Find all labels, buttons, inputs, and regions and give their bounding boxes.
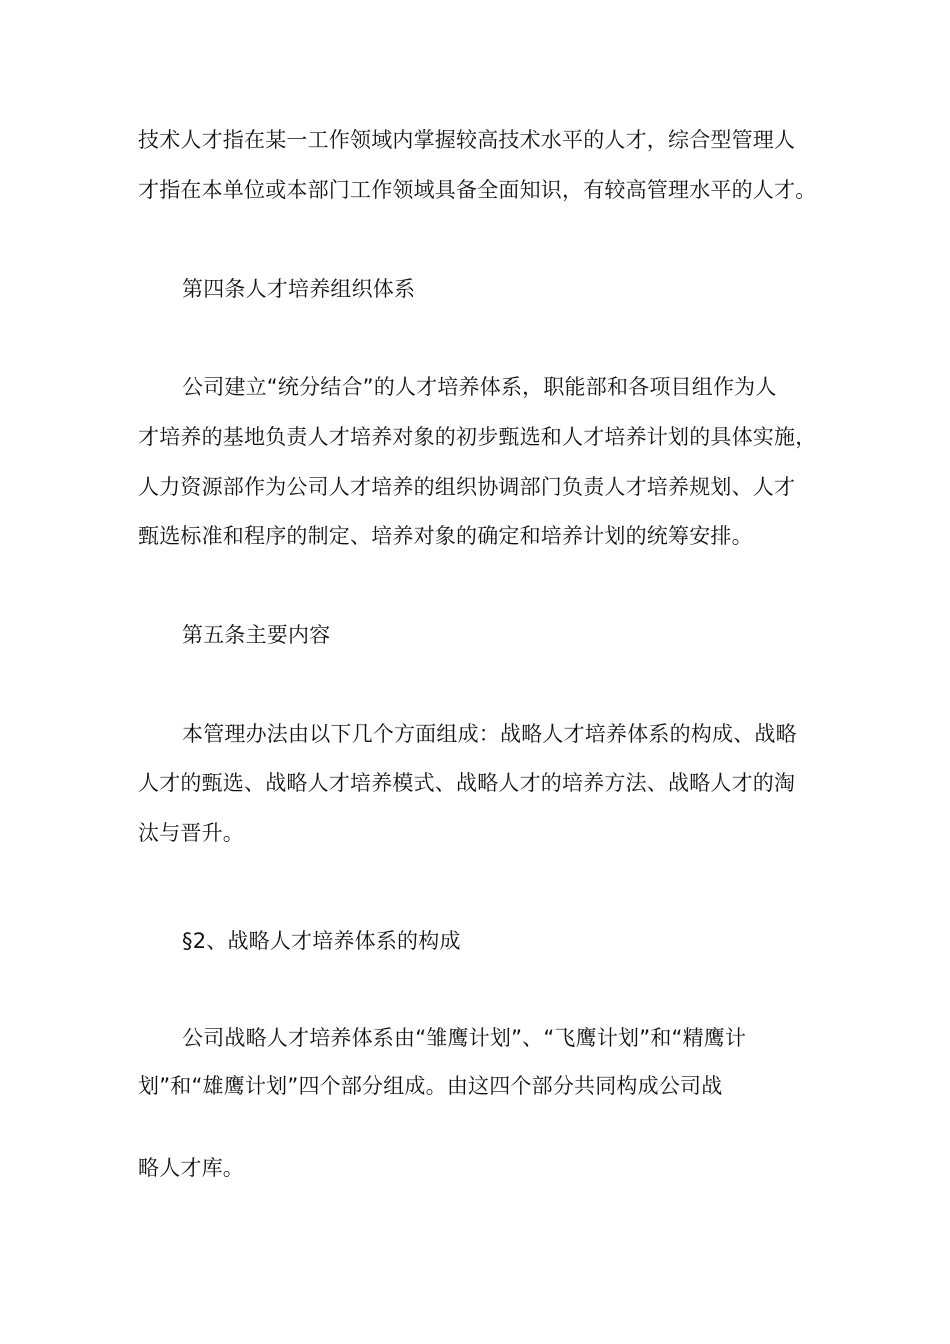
organization-line-4: 甄选标准和程序的制定、培养对象的确定和培养计划的统筹安排。 — [138, 524, 753, 548]
article4-heading: 第四条人才培养组织体系 — [182, 277, 416, 301]
content-line-1: 本管理办法由以下几个方面组成：战略人才培养体系的构成、战略 — [182, 722, 797, 746]
content-line-3: 汰与晋升。 — [138, 821, 244, 845]
talent-definition-line-1: 技术人才指在某一工作领域内掌握较高技术水平的人才，综合型管理人 — [138, 128, 796, 152]
system-line-3: 略人才库。 — [138, 1156, 244, 1180]
organization-line-1: 公司建立“统分结合”的人才培养体系，职能部和各项目组作为人 — [182, 375, 777, 399]
section2-heading: §2、战略人才培养体系的构成 — [182, 929, 461, 953]
organization-line-2: 才培养的基地负责人才培养对象的初步甄选和人才培养计划的具体实施， — [138, 425, 817, 449]
organization-line-3: 人力资源部作为公司人才培养的组织协调部门负责人才培养规划、人才 — [138, 475, 796, 499]
article5-heading: 第五条主要内容 — [182, 623, 331, 647]
system-line-2: 划”和“雄鹰计划”四个部分组成。由这四个部分共同构成公司战 — [138, 1074, 723, 1098]
system-line-1: 公司战略人才培养体系由“雏鹰计划”、“飞鹰计划”和“精鹰计 — [182, 1026, 747, 1050]
content-line-2: 人才的甄选、战略人才培养模式、战略人才的培养方法、战略人才的淘 — [138, 771, 796, 795]
talent-definition-line-2: 才指在本单位或本部门工作领域具备全面知识，有较高管理水平的人才。 — [138, 178, 817, 202]
